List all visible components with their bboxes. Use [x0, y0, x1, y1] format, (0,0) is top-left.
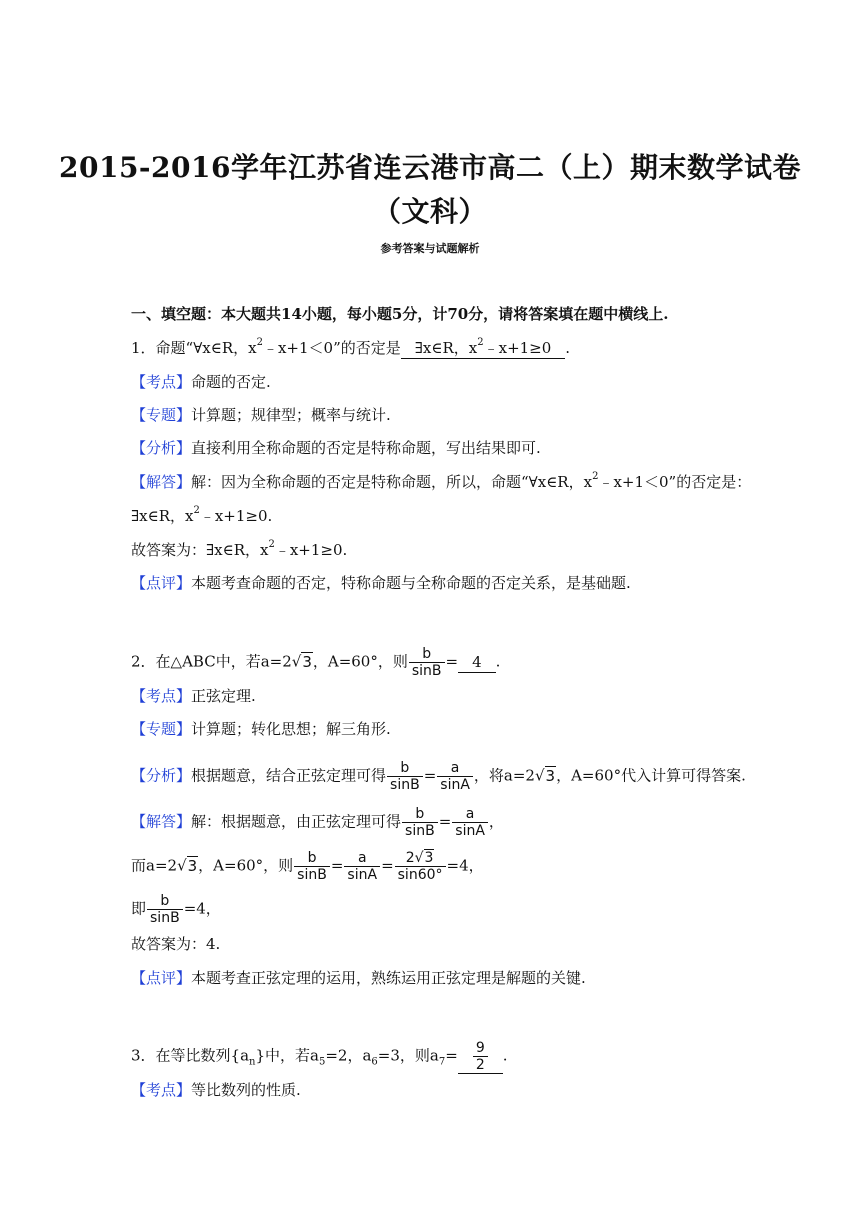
q2-stem: 2．在△ABC中，若a=2√3，A=60°，则 $\frac{b}{\sin B}$ = 4 . [131, 646, 501, 679]
section-heading: 一、填空题：本大题共14小题，每小题5分，计70分，请将答案填在题中横线上. [131, 305, 669, 323]
q1-jieda-cont: ∃x∈R，$x^2﹣x+1\ge 0$. [131, 505, 273, 525]
q1-zhuanti: 【专题】计算题；规律型；概率与统计. [131, 406, 391, 424]
fraction: $\frac{b}{\sin B}$ [294, 850, 330, 883]
q2-jieda-cont2: 即 $\frac{b}{\sin B}$ =4， [131, 893, 221, 926]
fraction: $\frac{2√3}{\sin 60^\circ}$ [395, 850, 446, 883]
q3-kaodian: 【考点】等比数列的性质. [131, 1081, 301, 1099]
q2-jieda: 【解答】解：根据题意，由正弦定理可得 $\frac{b}{\sin B}$ = $\frac{a}{\sin A}$ ， [131, 806, 504, 839]
subtitle: 参考答案与试题解析 [380, 242, 480, 255]
fraction: $\frac{b}{\sin B}$ [147, 893, 183, 926]
q1-answer-blank: ∃x∈R，$x^2﹣x+1\ge 0$ [401, 338, 566, 359]
sqrt-symbol: √3 [414, 850, 434, 866]
q1-dianping: 【点评】本题考查命题的否定，特称命题与全称命题的否定关系，是基础题. [131, 574, 631, 592]
q3-answer-blank [458, 1040, 503, 1074]
q1-jieda: 【解答】解：因为全称命题的否定是特称命题，所以，命题“∀x∈R，$x^2﹣x+1<0$”的否定是： [131, 471, 752, 491]
fraction: $\frac{b}{\sin B}$ [402, 806, 438, 839]
q2-final-answer: 故答案为：4. [131, 935, 221, 953]
q2-answer-blank: 4 [458, 652, 496, 673]
q2-kaodian: 【考点】正弦定理. [131, 687, 256, 705]
q1-kaodian: 【考点】命题的否定. [131, 373, 271, 391]
q2-dianping: 【点评】本题考查正弦定理的运用，熟练运用正弦定理是解题的关键. [131, 969, 586, 987]
fraction: $\frac{a}{\sin A}$ [344, 850, 380, 883]
q3-stem: 3．在等比数列$\{a_n\}$中，若$a_5=2$，$a_6=3$，则$a_7=$ $\frac{9}{2}$ . [131, 1040, 508, 1073]
fraction-b-sinB: $\frac{b}{\sin B}$ [409, 646, 445, 679]
sqrt-symbol: √3 [177, 856, 198, 875]
q1-final-answer: 故答案为：∃x∈R，$x^2﹣x+1\ge 0$. [131, 539, 348, 559]
fraction: $\frac{b}{\sin B}$ [387, 760, 423, 793]
page-title: 2015-2016学年江苏省连云港市高二（上）期末数学试卷 [59, 151, 801, 184]
q1-stem: 1．命题“∀x∈R，$x^2﹣x+1<0$”的否定是 ∃x∈R，$x^2﹣x+1\ge 0$ . [131, 337, 571, 357]
q2-zhuanti: 【专题】计算题；转化思想；解三角形. [131, 720, 391, 738]
q2-fenxi: 【分析】根据题意，结合正弦定理可得 $\frac{b}{\sin B}$ = $\frac{a}{\sin A}$ ，将a=2√3，A=60°代入计算可得答案. [131, 760, 746, 793]
fraction: $\frac{a}{\sin A}$ [437, 760, 473, 793]
sqrt-symbol: √3 [534, 766, 556, 785]
fraction: $\frac{9}{2}$ [473, 1040, 488, 1073]
sqrt-symbol: √3 [291, 652, 312, 671]
q2-jieda-cont: 而a=2√3，A=60°，则 $\frac{b}{\sin B}$ = $\frac{a}{\sin A}$ = $\frac{2√3}{\sin 60^\circ}$ =4， [131, 850, 484, 883]
q1-fenxi: 【分析】直接利用全称命题的否定是特称命题，写出结果即可. [131, 439, 541, 457]
page-title-line2: （文科） [372, 195, 487, 228]
fraction: $\frac{a}{\sin A}$ [452, 806, 488, 839]
